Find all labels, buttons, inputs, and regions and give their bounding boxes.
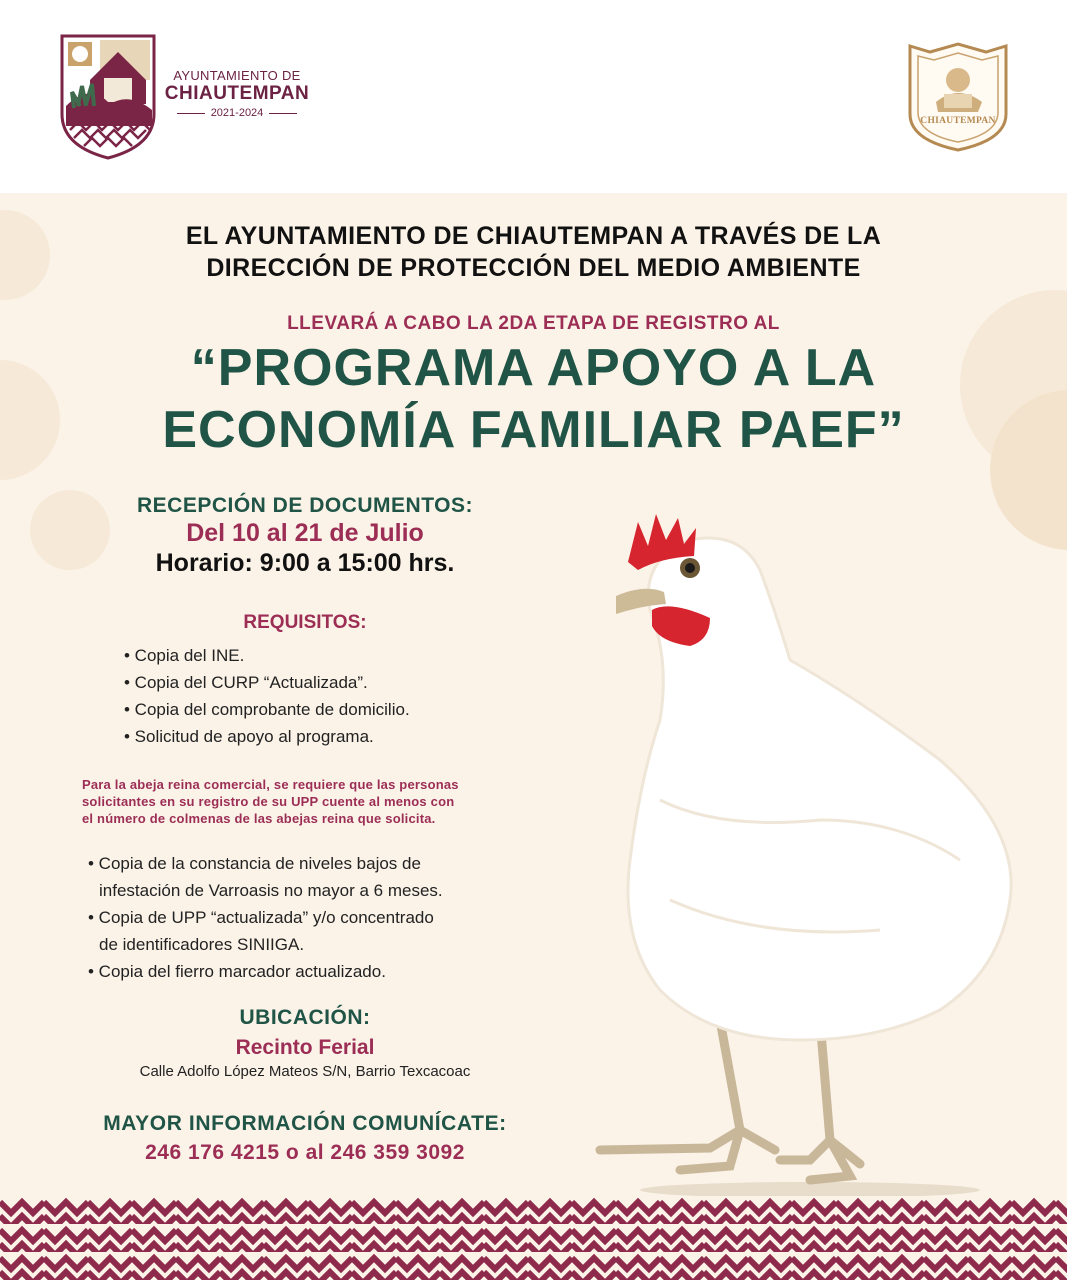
chiautempan-coat-of-arms-icon: [906, 40, 1010, 154]
note-line-2: solicitantes en su registro de su UPP cuente al menos con: [82, 794, 455, 809]
note-line-3: el número de colmenas de las abejas reina que solicita.: [82, 811, 436, 826]
logo-rule-left: [177, 113, 205, 114]
ayuntamiento-logo-text: [162, 68, 312, 119]
reception-hours: Horario: 9:00 a 15:00 hrs.: [155, 549, 455, 577]
location-heading: UBICACIÓN:: [239, 1006, 371, 1029]
list-item: • Copia del comprobante de domicilio.: [124, 700, 410, 719]
logo-rule-right: [269, 113, 297, 114]
zigzag-pattern-icon: [0, 1196, 1067, 1280]
program-title-line-2: ECONOMÍA FAMILIAR PAEF”: [162, 401, 905, 459]
contact-phones: 246 176 4215 o al 246 359 3092: [145, 1141, 465, 1164]
coat-of-arms-label: CHIAUTEMPAN: [920, 116, 996, 126]
contact-heading: MAYOR INFORMACIÓN COMUNÍCATE:: [103, 1112, 507, 1135]
list-item-continuation: de identificadores SINIIGA.: [99, 935, 305, 954]
extra-requirements-list: [88, 850, 443, 985]
list-item: • Copia del fierro marcador actualizado.: [88, 962, 386, 981]
location-venue: Recinto Ferial: [235, 1036, 375, 1059]
reception-dates: Del 10 al 21 de Julio: [186, 519, 424, 547]
intro-line-2: DIRECCIÓN DE PROTECCIÓN DEL MEDIO AMBIENTE: [206, 254, 861, 282]
list-item: • Copia del CURP “Actualizada”.: [124, 673, 368, 692]
program-title-line-1: “PROGRAMA APOYO A LA: [190, 339, 877, 397]
intro-line-1: EL AYUNTAMIENTO DE CHIAUTEMPAN A TRAVÉS DE LA: [185, 222, 882, 250]
reception-heading: RECEPCIÓN DE DOCUMENTOS:: [137, 494, 473, 517]
list-item: • Copia del INE.: [124, 646, 245, 665]
logo-line-2: CHIAUTEMPAN: [164, 83, 310, 104]
logo-period: [162, 107, 312, 119]
logo-period-text: 2021-2024: [210, 107, 264, 119]
requirements-heading: REQUISITOS:: [243, 612, 367, 633]
list-item-continuation: infestación de Varroasis no mayor a 6 meses.: [99, 881, 443, 900]
location-address: Calle Adolfo López Mateos S/N, Barrio Texcacoac: [139, 1063, 471, 1080]
subtitle: LLEVARÁ A CABO LA 2DA ETAPA DE REGISTRO AL: [287, 313, 780, 334]
list-item: • Copia de UPP “actualizada” y/o concentrado: [88, 908, 434, 927]
logo-line-1: AYUNTAMIENTO DE: [173, 68, 301, 83]
note-line-1: Para la abeja reina comercial, se requiere que las personas: [82, 777, 459, 792]
ayuntamiento-shield-icon: [60, 34, 156, 160]
white-hen-icon: [560, 500, 1040, 1200]
header-bar: [0, 0, 1067, 193]
requirements-list: [124, 642, 410, 750]
list-item: • Copia de la constancia de niveles bajos de: [88, 854, 421, 873]
queen-bee-note: [82, 776, 552, 827]
list-item: • Solicitud de apoyo al programa.: [124, 727, 374, 746]
